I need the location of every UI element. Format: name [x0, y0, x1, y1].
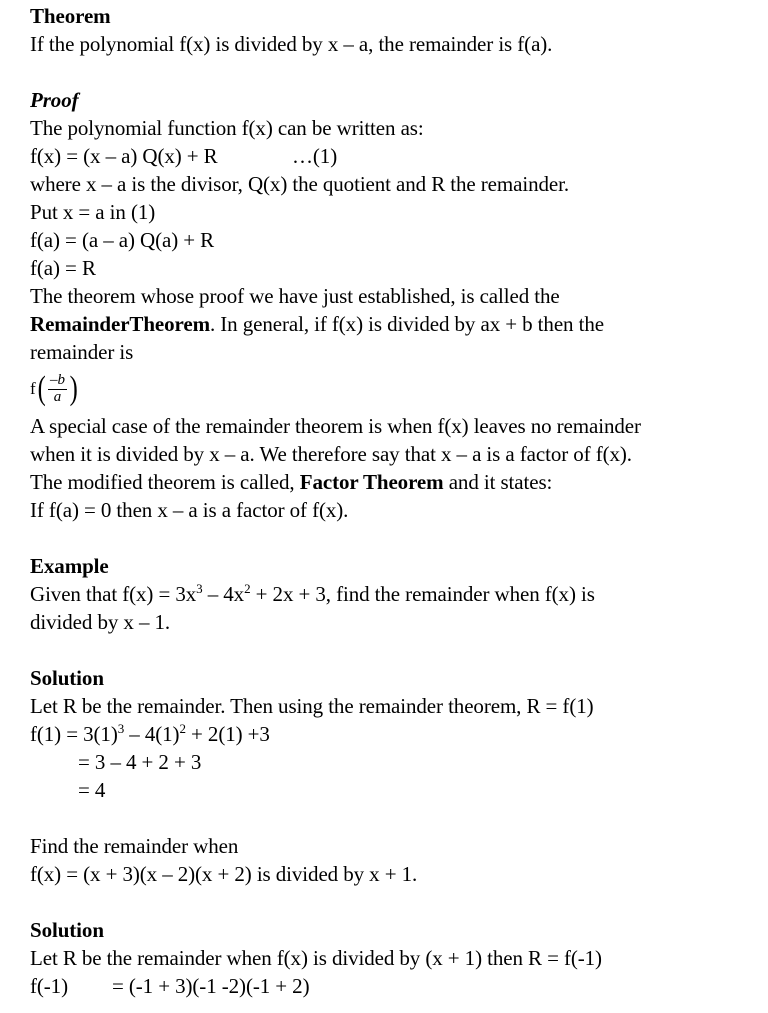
solution-1-heading: Solution — [30, 666, 104, 690]
proof-line-8: when it is divided by x – a. We therefore say that x – a is a factor of f(x). — [30, 442, 632, 466]
example-line-2: divided by x – 1. — [30, 610, 171, 634]
theorem-heading: Theorem — [30, 4, 111, 28]
fraction — [47, 373, 68, 406]
example-exponent-3: 3 — [196, 581, 203, 596]
fraction-function-name: f — [30, 379, 36, 398]
solution-1-line-1: Let R be the remainder. Then using the remainder theorem, R = f(1) — [30, 694, 594, 718]
question-2-line-2: f(x) = (x + 3)(x – 2)(x + 2) is divided by x + 1. — [30, 862, 418, 886]
solution-1-calc-c: + 2(1) +3 — [185, 722, 270, 746]
equation-1-reference: …(1) — [292, 144, 338, 168]
right-paren-icon: ) — [69, 370, 78, 407]
proof-line-9-post: and it states: — [443, 470, 553, 494]
solution-1-calc-a: = 3(1) — [61, 722, 118, 746]
proof-line-6: remainder is — [30, 340, 134, 364]
solution-2-heading: Solution — [30, 918, 104, 942]
fraction-group — [30, 366, 79, 412]
example-heading: Example — [30, 554, 109, 578]
left-paren-icon: ( — [37, 370, 46, 407]
proof-line-9 — [30, 468, 758, 496]
solution-1-exponent-2: 2 — [179, 721, 186, 736]
proof-line-4: The theorem whose proof we have just established, is called the — [30, 284, 560, 308]
fraction-denominator: a — [48, 389, 67, 406]
proof-line-1: The polynomial function f(x) can be written as: — [30, 116, 424, 140]
solution-2-calc-value: = (-1 + 3)(-1 -2)(-1 + 2) — [112, 974, 310, 998]
spacer — [30, 636, 758, 664]
proof-line-2: where x – a is the divisor, Q(x) the quotient and R the remainder. — [30, 172, 570, 196]
proof-equation-1 — [30, 142, 758, 170]
question-2-line-1: Find the remainder when — [30, 834, 239, 858]
proof-line-3: Put x = a in (1) — [30, 200, 156, 224]
spacer — [30, 524, 758, 552]
proof-line-5-rest: . In general, if f(x) is divided by ax + b then the — [209, 312, 604, 336]
solution-1-exponent-3: 3 — [117, 721, 125, 736]
proof-line-5 — [30, 310, 758, 338]
spacer — [30, 58, 758, 86]
solution-1-calc-label: f(1) — [30, 722, 62, 746]
proof-equation-3: f(a) = R — [30, 256, 96, 280]
factor-theorem-term: Factor Theorem — [299, 470, 444, 494]
solution-1-calc-1 — [30, 720, 758, 748]
solution-2-calc-label: f(-1) — [30, 974, 68, 998]
solution-1-calc-3: = 4 — [78, 778, 106, 802]
solution-1-calc-2: = 3 – 4 + 2 + 3 — [78, 750, 202, 774]
fraction-numerator: –b — [50, 371, 65, 388]
proof-line-10: If f(a) = 0 then x – a is a factor of f(x). — [30, 498, 349, 522]
proof-line-9-pre: The modified theorem is called, — [30, 470, 300, 494]
example-text-c: + 2x + 3, find the remainder when f(x) is — [250, 582, 595, 606]
remainder-theorem-term: RemainderTheorem — [30, 312, 210, 336]
example-text-a: Given that f(x) = 3x — [30, 582, 197, 606]
proof-equation-2: f(a) = (a – a) Q(a) + R — [30, 228, 215, 252]
example-line-1 — [30, 580, 758, 608]
solution-2-line-1: Let R be the remainder when f(x) is divided by (x + 1) then R = f(-1) — [30, 946, 602, 970]
equation-1-expression: f(x) = (x – a) Q(x) + R — [30, 144, 218, 168]
theorem-statement: If the polynomial f(x) is divided by x – a, the remainder is f(a). — [30, 32, 553, 56]
example-text-b: – 4x — [202, 582, 245, 606]
solution-2-calc-1 — [30, 972, 758, 1000]
remainder-fraction-expression — [30, 366, 758, 412]
solution-1-calc-b: – 4(1) — [124, 722, 180, 746]
spacer — [30, 888, 758, 916]
proof-line-7: A special case of the remainder theorem is when f(x) leaves no remainder — [30, 414, 641, 438]
example-exponent-2: 2 — [244, 581, 251, 596]
spacer — [30, 804, 758, 832]
proof-heading: Proof — [30, 88, 79, 112]
